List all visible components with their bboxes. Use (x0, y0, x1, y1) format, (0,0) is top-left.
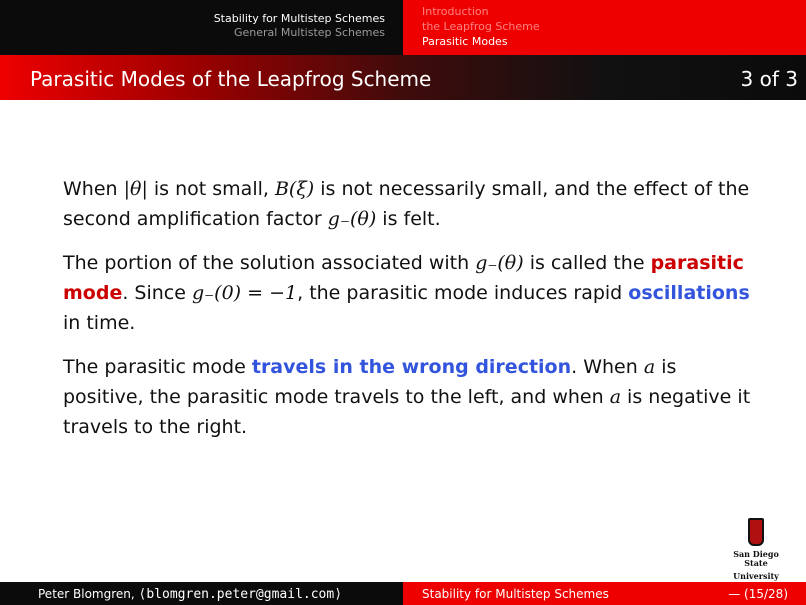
author-email[interactable]: ⟨blomgren.peter@gmail.com⟩ (138, 587, 343, 602)
struct-text: oscillations (628, 282, 750, 304)
nav-subsection[interactable]: the Leapfrog Scheme (422, 20, 540, 33)
math-text: a (609, 386, 622, 408)
text: The parasitic mode (63, 356, 252, 378)
text: is felt. (376, 208, 441, 230)
text: is not small, (147, 178, 275, 200)
text: . When (571, 356, 644, 378)
text: , the parasitic mode induces rapid (297, 282, 629, 304)
paragraph (63, 174, 753, 234)
slide-body (63, 174, 753, 456)
logo-line1: San Diego State (733, 549, 779, 568)
paragraph (63, 352, 753, 442)
text: is negative it travels to the right. (63, 386, 751, 438)
shield-icon (748, 518, 764, 546)
math-text: |θ| (123, 178, 148, 200)
text: The portion of the solution associated with (63, 252, 476, 274)
text: in time. (63, 312, 136, 334)
math-text: g₋(θ) (327, 208, 377, 230)
logo-line2: University (733, 571, 779, 581)
author-name: Peter Blomgren, (38, 587, 139, 601)
frame-title-bar (0, 55, 806, 100)
sdsu-logo (721, 518, 791, 581)
section-nav (0, 0, 403, 55)
subsection-nav (403, 0, 806, 55)
footer-title: Stability for Multistep Schemes (422, 587, 609, 601)
footer-page-number: — (15/28) (728, 587, 788, 601)
nav-section-other[interactable]: General Multistep Schemes (233, 26, 385, 39)
math-text: B(ξ) (274, 178, 315, 200)
paragraph (63, 248, 753, 338)
frame-count: 3 of 3 (740, 67, 798, 91)
frame-title: Parasitic Modes of the Leapfrog Scheme (30, 67, 432, 91)
text: is positive, the parasitic mode travels to the left, and when (63, 356, 677, 408)
text: . Since (122, 282, 192, 304)
text: When (63, 178, 124, 200)
struct-text: travels in the wrong direction (251, 356, 572, 378)
nav-subsection-current[interactable]: Parasitic Modes (422, 35, 508, 48)
nav-subsection[interactable]: Introduction (422, 5, 489, 18)
footer-right (403, 582, 806, 605)
text: is called the (523, 252, 651, 274)
alert-text: parasitic mode (63, 252, 744, 304)
math-text: g₋(0) = −1 (191, 282, 298, 304)
footer-author (0, 582, 403, 605)
math-text: a (643, 356, 656, 378)
nav-section-current[interactable]: Stability for Multistep Schemes (213, 12, 385, 25)
math-text: g₋(θ) (475, 252, 524, 274)
text: is not necessarily small, and the effect of the second amplification factor (63, 178, 750, 230)
